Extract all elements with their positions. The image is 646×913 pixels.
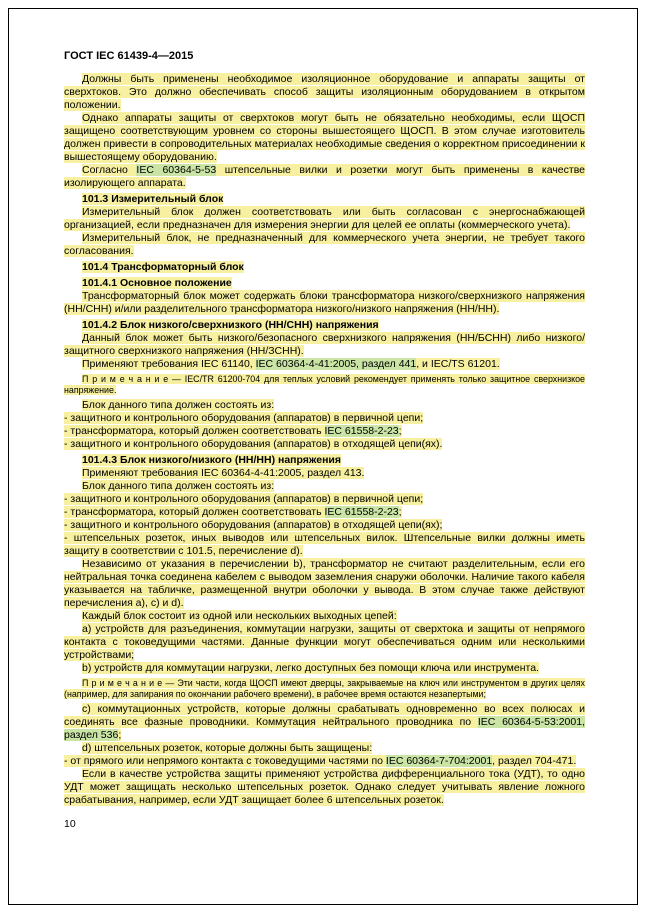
text-run: Применяют требования IEC 61140, [82,358,256,370]
text-run: IEC 61558-2-23 [324,506,399,518]
paragraph [64,206,585,232]
text-run: d) штепсельных розеток, которые должны быть защищены: [82,742,373,754]
section-heading [64,454,585,467]
text-run: Каждый блок состоит из одной или нескольких выходных цепей: [82,610,397,622]
paragraph [64,480,585,493]
document-body [64,73,585,807]
text-run: П р и м е ч а н и е — Эти части, когда ЩОСП имеют дверцы, закрываемые на ключ или инструментом в других целях (например, для запирания по окончании рабочего времени), в рабочее время остаются незапертыми; [64,678,585,699]
text-run: a) устройств для разъединения, коммутации нагрузки, защиты от сверхтока и защиты от непрямого контакта с токоведущими частями. Данные функции могут обеспечиваться одним или несколькими устройствами; [64,623,585,661]
list-item [64,493,585,506]
text-run: Блок данного типа должен состоять из: [82,480,275,492]
note-paragraph [64,374,585,396]
note-paragraph [64,678,585,700]
paragraph [64,164,585,190]
text-run: - штепсельных розеток, иных выводов или штепсельных вилок. Штепсельные вилки должны иметь защиту в соответствии с 101.5, перечисление d). [64,532,585,557]
paragraph [64,399,585,412]
list-item [64,425,585,438]
paragraph [64,112,585,164]
text-run: 101.4.2 Блок низкого/сверхнизкого (НН/СНН) напряжения [82,319,379,331]
paragraph [64,232,585,258]
paragraph [64,358,585,371]
document-header: ГОСТ IEC 61439-4—2015 [64,50,194,62]
list-item [64,755,585,768]
text-run: Блок данного типа должен состоять из: [82,399,275,411]
section-heading [64,193,585,206]
text-run: IEC 60364-5-53:2001, раздел 536 [64,716,585,741]
section-heading [64,319,585,332]
text-run: , раздел 704-471. [492,755,577,767]
text-run: IEC 61558-2-23 [324,425,399,437]
text-run: Трансформаторный блок может содержать блоки трансформатора низкого/сверхнизкого напряжения (НН/СНН) и/или разделительного трансформатора низкого/низкого напряжения (НН/НН). [64,290,585,315]
page-content [64,50,585,807]
text-run: 101.4 Трансформаторный блок [82,261,244,273]
text-run: Независимо от указания в перечислении b), трансформатор не считают разделительным, если его нейтральная точка соединена кабелем с выводом заземления снаружи оболочки. Наличие такого кабеля указывается на табличке, размещенной внутри оболочки у вывода. В этом случае также действуют перечисления a), c) и d). [64,558,585,609]
text-run: - защитного и контрольного оборудования (аппаратов) в отходящей цепи(ях). [64,438,443,450]
text-run: Если в качестве устройства защиты применяют устройства дифференциального тока (УДТ), то одно УДТ может защищать несколько штепсельных розеток. Однако следует учитывать явление ложного срабатывания, например, если УДТ защищает более 6 штепсельных розеток. [64,768,585,806]
text-run: ; [398,506,402,518]
paragraph [64,703,585,742]
text-run: Измерительный блок, не предназначенный для коммерческого учета энергии, не требует такого согласования. [64,232,585,257]
paragraph [64,290,585,316]
text-run: - трансформатора, который должен соответствовать [64,506,325,518]
paragraph [64,742,585,755]
paragraph [64,558,585,610]
list-item [64,412,585,425]
paragraph [64,768,585,807]
text-run: Согласно [82,164,137,176]
text-run: 101.3 Измерительный блок [82,193,224,205]
text-run: Применяют требования IEC 60364-4-41:2005, раздел 413. [82,467,365,479]
list-item [64,506,585,519]
text-run: IEC 60364-4-41:2005, раздел 441 [255,358,417,370]
text-run: - защитного и контрольного оборудования (аппаратов) в отходящей цепи(ях); [64,519,443,531]
paragraph [64,623,585,662]
text-run: Однако аппараты защиты от сверхтоков могут быть не обязательно необходимы, если ЩОСП защищено соответствующим уровнем со стороны вышестоящего ЩОСП. В этом случае изготовитель должен привести в сопроводительных материалах необходимые сведения о корректном присоединении к вышестоящему оборудованию. [64,112,585,163]
paragraph [64,610,585,623]
text-run: b) устройств для коммутации нагрузки, легко доступных без помощи ключа или инструмента. [82,662,539,674]
text-run: ; [118,729,122,741]
text-run: 101.4.1 Основное положение [82,277,232,289]
paragraph [64,467,585,480]
page-number: 10 [64,818,76,830]
text-run: - защитного и контрольного оборудования (аппаратов) в первичной цепи; [64,493,424,505]
text-run: - от прямого или непрямого контакта с токоведущими частями по [64,755,386,767]
list-item [64,519,585,532]
section-heading [64,261,585,274]
text-run: Данный блок может быть низкого/безопасного сверхнизкого напряжения (НН/БСНН) либо низкого/защитного сверхнизкого напряжения (НН/ЗСНН). [64,332,585,357]
text-run: ; [398,425,402,437]
text-run: - трансформатора, который должен соответствовать [64,425,325,437]
text-run: 101.4.3 Блок низкого/низкого (НН/НН) напряжения [82,454,341,466]
text-run: IEC 60364-7-704:2001 [385,755,493,767]
section-heading [64,277,585,290]
text-run: , и IEC/TS 61201. [416,358,500,370]
paragraph [64,332,585,358]
paragraph [64,662,585,675]
text-run: - защитного и контрольного оборудования (аппаратов) в первичной цепи; [64,412,424,424]
text-run: Измерительный блок должен соответствовать или быть согласован с энергоснабжающей организацией, если предназначен для измерения энергии для целей ее оплаты (коммерческого учета). [64,206,585,231]
text-run: c) коммутационных устройств, которые должны срабатывать одновременно во всех полюсах и соединять все фазные проводники. Коммутация нейтрального проводника по [64,703,585,728]
list-item [64,532,585,558]
paragraph [64,73,585,112]
text-run: П р и м е ч а н и е — IEC/TR 61200-704 для теплых условий рекомендует применять только защитное сверхнизкое напряжение. [64,374,585,395]
text-run: штепсельные вилки и розетки могут быть применены в качестве изолирующего аппарата. [64,164,586,189]
text-run: IEC 60364-5-53 [136,164,217,176]
list-item [64,438,585,451]
text-run: Должны быть применены необходимое изоляционное оборудование и аппараты защиты от сверхтоков. Это должно обеспечивать способ защиты изоляционным оборудованием в открытом положении. [64,73,585,111]
